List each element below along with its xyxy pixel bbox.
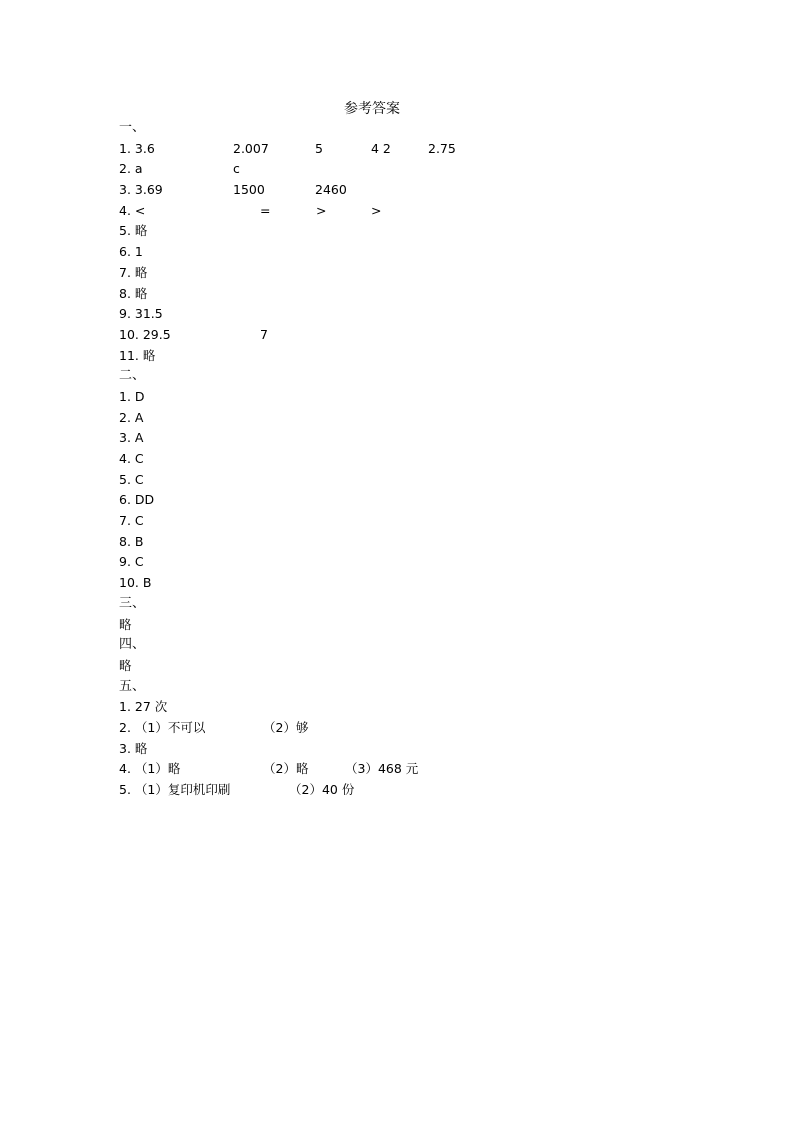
answer-row-1-1 xyxy=(119,139,679,160)
answer-row-2-5: 5. C xyxy=(119,471,144,487)
answer-cell: c xyxy=(233,161,240,177)
answer-row-1-5: 5. 略 xyxy=(119,223,148,239)
answer-cell: （2）略 xyxy=(263,761,309,777)
answer-cell: 4. < xyxy=(119,202,146,218)
answer-cell: 4 2 xyxy=(371,140,391,156)
answer-row-1-11: 11. 略 xyxy=(119,347,156,363)
answer-row-4: 略 xyxy=(119,657,132,673)
answer-row-2-10: 10. B xyxy=(119,575,152,591)
answer-row-2-4: 4. C xyxy=(119,451,144,466)
answer-row-1-3 xyxy=(119,180,679,201)
answer-row-5-3: 3. 略 xyxy=(119,740,148,756)
answer-cell: 1. 3.6 xyxy=(119,140,155,156)
answer-cell: 2.007 xyxy=(233,140,269,156)
section-heading-4: 四、 xyxy=(119,637,146,653)
answer-cell: = xyxy=(260,202,271,218)
answer-cell: 7 xyxy=(260,326,268,342)
answer-row-2-2: 2. A xyxy=(119,409,144,425)
answer-cell: 1500 xyxy=(233,182,265,198)
answer-row-2-7: 7. C xyxy=(119,513,144,529)
answer-row-3: 略 xyxy=(119,616,132,632)
answer-cell: 3. 3.69 xyxy=(119,182,163,198)
answer-row-1-6: 6. 1 xyxy=(119,244,143,260)
answer-cell: 2.75 xyxy=(428,140,456,156)
answer-row-1-2 xyxy=(119,159,679,180)
answer-cell: 5 xyxy=(315,140,323,156)
answer-row-2-1: 1. D xyxy=(119,388,145,404)
answer-cell: 10. 29.5 xyxy=(119,326,171,342)
answer-cell: （2）够 xyxy=(263,719,309,735)
answer-cell: （3）468 元 xyxy=(345,761,419,777)
answer-row-2-9: 9. C xyxy=(119,554,144,570)
section-heading-3: 三、 xyxy=(119,595,146,611)
answer-row-1-8: 8. 略 xyxy=(119,285,148,301)
answer-cell: 5. （1）复印机印刷 xyxy=(119,782,231,797)
answer-row-1-4 xyxy=(119,201,679,222)
answer-row-5-2 xyxy=(119,718,679,739)
answer-list xyxy=(119,118,679,801)
answer-cell: 2. （1）不可以 xyxy=(119,719,206,735)
answer-row-1-10 xyxy=(119,325,679,346)
answer-row-1-7: 7. 略 xyxy=(119,264,148,280)
section-heading-5: 五、 xyxy=(119,678,146,694)
answer-cell: 4. （1）略 xyxy=(119,761,181,777)
answer-row-2-3: 3. A xyxy=(119,430,144,446)
answer-row-5-1: 1. 27 次 xyxy=(119,699,168,715)
answer-row-1-9: 9. 31.5 xyxy=(119,306,163,322)
section-heading-1: 一、 xyxy=(119,120,146,135)
page-title: 参考答案 xyxy=(344,101,400,117)
answer-row-5-5 xyxy=(119,780,679,801)
answer-row-2-8: 8. B xyxy=(119,533,144,549)
section-heading-2: 二、 xyxy=(119,368,146,384)
answer-row-2-6: 6. DD xyxy=(119,492,155,508)
answer-cell: > xyxy=(316,202,327,218)
answer-cell: （2）40 份 xyxy=(289,782,355,797)
answer-cell: > xyxy=(371,202,382,218)
answer-cell: 2. a xyxy=(119,161,143,177)
answer-row-5-4 xyxy=(119,759,679,780)
answer-cell: 2460 xyxy=(315,182,347,198)
